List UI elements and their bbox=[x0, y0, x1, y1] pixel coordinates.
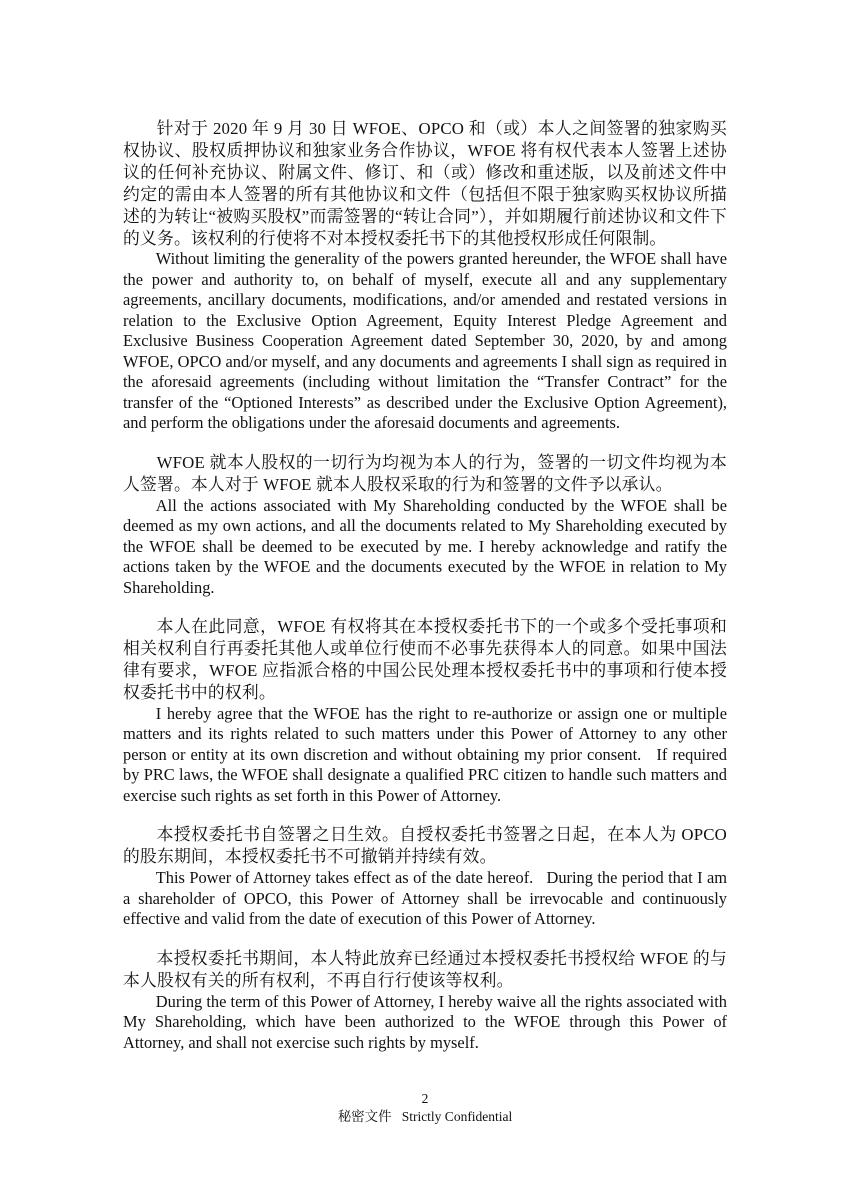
paragraph-en: This Power of Attorney takes effect as of the date hereof. During the period that I am a shareholder of OPCO, this Power of Attorney shall be irrevocable and continuously effective and valid from the date of execution of this Power of Attorney. bbox=[123, 868, 732, 929]
section-waiver bbox=[123, 948, 732, 1053]
page-footer bbox=[0, 1090, 850, 1125]
paragraph-zh: 本人在此同意，WFOE 有权将其在本授权委托书下的一个或多个受托事项和相关权利自行再委托其他人或单位行使而不必事先获得本人的同意。如果中国法律有要求，WFOE 应指派合格的中国公民处理本授权委托书中的事项和行使本授权委托书中的权利。 bbox=[123, 617, 727, 702]
paragraph-en: All the actions associated with My Shareholding conducted by the WFOE shall be deemed as my own actions, and all the documents related to My Shareholding executed by the WFOE shall be deemed to be executed by me. I hereby acknowledge and ratify the actions taken by the WFOE and the documents executed by the WFOE in relation to My Shareholding. bbox=[123, 495, 732, 597]
paragraph-zh: 针对于 2020 年 9 月 30 日 WFOE、OPCO 和（或）本人之间签署的独家购买权协议、股权质押协议和独家业务合作协议，WFOE 将有权代表本人签署上述协议的任何补充协议、附属文件、修订、和（或）修改和重述版，以及前述文件中约定的需由本人签署的所有其他协议和文件（包括但不限于独家购买权协议所描述的为转让“被购买股权”而需签署的“转让合同”），并如期履行前述协议和文件下的义务。该权利的行使将不对本授权委托书下的其他授权形成任何限制。 bbox=[123, 119, 727, 248]
paragraph-en: I hereby agree that the WFOE has the right to re-authorize or assign one or multiple matters and its rights related to such matters under this Power of Attorney to any other person or entity at its own discretion and without obtaining my prior consent. If required by PRC laws, the WFOE shall designate a qualified PRC citizen to handle such matters and exercise such rights as set forth in this Power of Attorney. bbox=[123, 703, 732, 805]
paragraph-zh: WFOE 就本人股权的一切行为均视为本人的行为，签署的一切文件均视为本人签署。本人对于 WFOE 就本人股权采取的行为和签署的文件予以承认。 bbox=[123, 452, 727, 494]
paragraph-zh: 本授权委托书自签署之日生效。自授权委托书签署之日起，在本人为 OPCO 的股东期间，本授权委托书不可撤销并持续有效。 bbox=[123, 825, 727, 867]
paragraph-en: Without limiting the generality of the powers granted hereunder, the WFOE shall have the power and authority to, on behalf of myself, execute all and any supplementary agreements, ancillary documents, modifications, and/or amended and restated versions in relation to the Exclusive Option Agreement, Equity Interest Pledge Agreement and Exclusive Business Cooperation Agreement dated September 30, 2020, by and among WFOE, OPCO and/or myself, and any documents and agreements I shall sign as required in the aforesaid agreements (including without limitation the “Transfer Contract” for the transfer of the “Optioned Interests” as described under the Exclusive Option Agreement), and perform the obligations under the aforesaid documents and agreements. bbox=[123, 249, 732, 433]
document-body bbox=[123, 118, 732, 1053]
classification-line bbox=[0, 1108, 850, 1126]
section-reauthorization bbox=[123, 616, 732, 806]
section-option-agreements bbox=[123, 118, 732, 434]
classification-en: Strictly Confidential bbox=[401, 1108, 513, 1124]
classification-zh: 秘密文件 bbox=[337, 1108, 392, 1124]
section-actions-deemed bbox=[123, 452, 732, 598]
paragraph-en: During the term of this Power of Attorney, I hereby waive all the rights associated with My Shareholding, which have been authorized to the WFOE through this Power of Attorney, and shall not exercise such rights by myself. bbox=[123, 991, 732, 1052]
section-effectiveness bbox=[123, 824, 732, 929]
paragraph-zh: 本授权委托书期间，本人特此放弃已经通过本授权委托书授权给 WFOE 的与本人股权有关的所有权利，不再自行行使该等权利。 bbox=[123, 948, 727, 990]
page-number: 2 bbox=[421, 1091, 429, 1106]
